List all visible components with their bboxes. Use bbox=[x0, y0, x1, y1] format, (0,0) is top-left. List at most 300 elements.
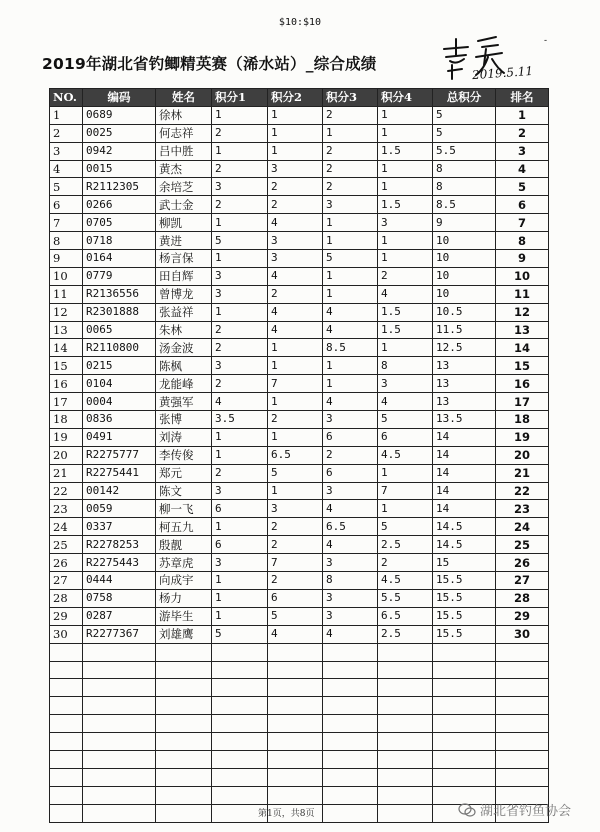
table-cell: 1 bbox=[378, 232, 433, 250]
table-cell: 1 bbox=[212, 589, 268, 607]
table-cell: 4 bbox=[212, 393, 268, 411]
table-cell: 8 bbox=[433, 178, 496, 196]
table-cell bbox=[83, 643, 156, 661]
wechat-icon bbox=[458, 803, 476, 817]
table-cell bbox=[496, 715, 549, 733]
table-cell: 8 bbox=[50, 232, 83, 250]
table-cell: 21 bbox=[496, 464, 549, 482]
table-cell: 吕中胜 bbox=[156, 142, 212, 160]
table-cell bbox=[268, 750, 323, 768]
table-cell: 6 bbox=[378, 428, 433, 446]
table-cell bbox=[496, 661, 549, 679]
table-cell: 8 bbox=[433, 160, 496, 178]
table-cell bbox=[378, 768, 433, 786]
table-cell: 3 bbox=[323, 196, 378, 214]
table-cell: 3 bbox=[212, 285, 268, 303]
table-cell: 25 bbox=[496, 536, 549, 554]
table-cell: 19 bbox=[50, 428, 83, 446]
table-cell: 10 bbox=[433, 285, 496, 303]
table-cell: 杨言保 bbox=[156, 250, 212, 268]
table-cell bbox=[323, 679, 378, 697]
table-cell: 15.5 bbox=[433, 625, 496, 643]
table-cell: 12.5 bbox=[433, 339, 496, 357]
table-cell bbox=[83, 750, 156, 768]
table-cell: 3 bbox=[323, 589, 378, 607]
table-row bbox=[50, 106, 549, 124]
table-cell: 1 bbox=[323, 267, 378, 285]
table-cell: 2 bbox=[323, 178, 378, 196]
table-cell: 7 bbox=[378, 482, 433, 500]
table-cell: 0836 bbox=[83, 411, 156, 429]
table-row bbox=[50, 411, 549, 429]
table-cell: 6 bbox=[50, 196, 83, 214]
table-cell: 0059 bbox=[83, 500, 156, 518]
table-cell: 张益祥 bbox=[156, 303, 212, 321]
page-title: 2019年湖北省钓鲫精英赛（浠水站）_综合成绩 bbox=[42, 55, 377, 73]
table-cell: 2 bbox=[323, 142, 378, 160]
table-cell bbox=[83, 804, 156, 822]
table-cell bbox=[268, 715, 323, 733]
table-cell: 10 bbox=[433, 232, 496, 250]
table-cell: 25 bbox=[50, 536, 83, 554]
empty-row bbox=[50, 768, 549, 786]
table-cell: 0718 bbox=[83, 232, 156, 250]
table-row bbox=[50, 482, 549, 500]
table-cell: 2 bbox=[268, 518, 323, 536]
column-header: NO. bbox=[50, 89, 83, 107]
table-row bbox=[50, 142, 549, 160]
table-cell: 1 bbox=[212, 106, 268, 124]
table-row bbox=[50, 250, 549, 268]
table-cell: 5 bbox=[496, 178, 549, 196]
table-cell: 1.5 bbox=[378, 196, 433, 214]
table-cell: 14 bbox=[433, 446, 496, 464]
table-cell: 13.5 bbox=[433, 411, 496, 429]
empty-row bbox=[50, 661, 549, 679]
table-cell: 1 bbox=[268, 142, 323, 160]
table-cell bbox=[156, 643, 212, 661]
table-cell: 3 bbox=[50, 142, 83, 160]
table-cell bbox=[378, 786, 433, 804]
table-cell: 5 bbox=[323, 250, 378, 268]
table-cell: 5 bbox=[268, 607, 323, 625]
table-cell: 14 bbox=[496, 339, 549, 357]
table-cell: 1 bbox=[212, 607, 268, 625]
empty-row bbox=[50, 643, 549, 661]
table-cell bbox=[212, 679, 268, 697]
table-cell: 5.5 bbox=[433, 142, 496, 160]
table-cell: 3 bbox=[268, 250, 323, 268]
table-cell: 2 bbox=[268, 178, 323, 196]
table-cell: R2136556 bbox=[83, 285, 156, 303]
table-cell: 2 bbox=[50, 124, 83, 142]
table-cell: 5 bbox=[212, 625, 268, 643]
table-cell: 6 bbox=[496, 196, 549, 214]
table-cell bbox=[378, 733, 433, 751]
table-cell: 2 bbox=[212, 375, 268, 393]
table-cell: 余培芝 bbox=[156, 178, 212, 196]
table-cell bbox=[378, 804, 433, 822]
table-cell bbox=[433, 643, 496, 661]
table-cell: 1 bbox=[323, 232, 378, 250]
table-cell: 1 bbox=[212, 572, 268, 590]
table-cell: 7 bbox=[496, 214, 549, 232]
table-cell bbox=[156, 768, 212, 786]
table-cell: 5 bbox=[50, 178, 83, 196]
table-row bbox=[50, 393, 549, 411]
table-cell: 0004 bbox=[83, 393, 156, 411]
table-cell: 6 bbox=[212, 500, 268, 518]
table-row bbox=[50, 357, 549, 375]
table-cell: 苏章虎 bbox=[156, 554, 212, 572]
table-cell: 17 bbox=[50, 393, 83, 411]
table-cell: 22 bbox=[496, 482, 549, 500]
table-cell: 11.5 bbox=[433, 321, 496, 339]
table-cell: 23 bbox=[496, 500, 549, 518]
table-cell: 15.5 bbox=[433, 589, 496, 607]
table-cell: 3 bbox=[212, 178, 268, 196]
column-header: 排名 bbox=[496, 89, 549, 107]
table-cell: 曾博龙 bbox=[156, 285, 212, 303]
table-cell: 8 bbox=[496, 232, 549, 250]
table-cell bbox=[433, 661, 496, 679]
table-cell bbox=[212, 697, 268, 715]
table-cell: 8.5 bbox=[433, 196, 496, 214]
table-cell: 武士金 bbox=[156, 196, 212, 214]
table-cell: 0758 bbox=[83, 589, 156, 607]
table-cell: 24 bbox=[496, 518, 549, 536]
table-cell bbox=[268, 679, 323, 697]
table-cell bbox=[50, 697, 83, 715]
table-cell: 1 bbox=[212, 142, 268, 160]
table-cell bbox=[156, 804, 212, 822]
table-cell: 30 bbox=[496, 625, 549, 643]
table-cell: 0065 bbox=[83, 321, 156, 339]
table-row bbox=[50, 607, 549, 625]
table-cell bbox=[496, 750, 549, 768]
table-cell: 13 bbox=[50, 321, 83, 339]
table-cell bbox=[323, 697, 378, 715]
table-row bbox=[50, 321, 549, 339]
table-cell: 2 bbox=[212, 196, 268, 214]
table-cell: 1 bbox=[212, 446, 268, 464]
table-cell: 8 bbox=[323, 572, 378, 590]
table-cell: 4 bbox=[268, 267, 323, 285]
table-cell bbox=[212, 786, 268, 804]
table-row bbox=[50, 464, 549, 482]
table-cell bbox=[496, 679, 549, 697]
table-cell: 0337 bbox=[83, 518, 156, 536]
table-row bbox=[50, 160, 549, 178]
table-cell bbox=[83, 679, 156, 697]
table-cell bbox=[378, 643, 433, 661]
table-cell bbox=[212, 733, 268, 751]
table-cell: 20 bbox=[496, 446, 549, 464]
table-cell: 14 bbox=[433, 464, 496, 482]
table-cell bbox=[156, 697, 212, 715]
table-cell: 4 bbox=[378, 285, 433, 303]
table-cell bbox=[212, 643, 268, 661]
table-cell: 15 bbox=[433, 554, 496, 572]
table-cell bbox=[323, 768, 378, 786]
table-cell: 4.5 bbox=[378, 572, 433, 590]
table-cell: 3 bbox=[323, 554, 378, 572]
table-cell: 1 bbox=[378, 500, 433, 518]
table-cell: 3 bbox=[323, 482, 378, 500]
table-cell bbox=[496, 733, 549, 751]
table-cell: 2 bbox=[212, 464, 268, 482]
table-cell: 10 bbox=[496, 267, 549, 285]
table-cell: 1 bbox=[268, 393, 323, 411]
table-cell: 7 bbox=[268, 554, 323, 572]
table-cell: 1 bbox=[378, 124, 433, 142]
table-cell: 郑元 bbox=[156, 464, 212, 482]
table-cell: 13 bbox=[433, 393, 496, 411]
table-cell bbox=[212, 768, 268, 786]
table-cell bbox=[378, 679, 433, 697]
table-cell: 1 bbox=[50, 106, 83, 124]
column-header: 积分1 bbox=[212, 89, 268, 107]
table-cell: 游毕生 bbox=[156, 607, 212, 625]
table-cell: 0015 bbox=[83, 160, 156, 178]
table-cell bbox=[433, 733, 496, 751]
table-cell bbox=[156, 733, 212, 751]
table-cell bbox=[323, 786, 378, 804]
table-cell: 23 bbox=[50, 500, 83, 518]
table-cell: 2 bbox=[268, 285, 323, 303]
table-row bbox=[50, 536, 549, 554]
table-cell: 5 bbox=[268, 464, 323, 482]
table-cell: 1 bbox=[212, 428, 268, 446]
table-row bbox=[50, 589, 549, 607]
table-cell: 2 bbox=[378, 267, 433, 285]
table-cell bbox=[433, 679, 496, 697]
table-cell: 20 bbox=[50, 446, 83, 464]
table-cell: 0444 bbox=[83, 572, 156, 590]
table-cell: 15 bbox=[496, 357, 549, 375]
table-cell: 4 bbox=[268, 625, 323, 643]
table-row bbox=[50, 285, 549, 303]
table-cell: 1 bbox=[268, 106, 323, 124]
table-cell: 2 bbox=[323, 446, 378, 464]
table-cell bbox=[212, 715, 268, 733]
table-cell: 1 bbox=[378, 160, 433, 178]
table-cell: 26 bbox=[50, 554, 83, 572]
table-cell: 1 bbox=[378, 106, 433, 124]
table-cell: 6 bbox=[268, 589, 323, 607]
table-cell: 0025 bbox=[83, 124, 156, 142]
table-cell bbox=[83, 786, 156, 804]
table-cell: 1 bbox=[323, 214, 378, 232]
table-cell bbox=[50, 661, 83, 679]
table-cell: 18 bbox=[496, 411, 549, 429]
table-cell: 15.5 bbox=[433, 607, 496, 625]
table-cell: 0164 bbox=[83, 250, 156, 268]
table-row bbox=[50, 572, 549, 590]
table-cell: 18 bbox=[50, 411, 83, 429]
table-cell: 1 bbox=[268, 357, 323, 375]
table-cell bbox=[433, 750, 496, 768]
table-cell: 杨力 bbox=[156, 589, 212, 607]
table-cell: 4 bbox=[268, 303, 323, 321]
table-cell: 2.5 bbox=[378, 536, 433, 554]
table-cell bbox=[83, 733, 156, 751]
table-cell: 2 bbox=[323, 106, 378, 124]
table-cell: 1 bbox=[323, 124, 378, 142]
watermark bbox=[458, 800, 571, 819]
table-cell bbox=[50, 643, 83, 661]
table-cell: 3 bbox=[268, 500, 323, 518]
table-cell: 2.5 bbox=[378, 625, 433, 643]
table-row bbox=[50, 214, 549, 232]
table-cell: 3 bbox=[212, 482, 268, 500]
table-cell: 26 bbox=[496, 554, 549, 572]
table-cell: 8.5 bbox=[323, 339, 378, 357]
table-cell: 14 bbox=[50, 339, 83, 357]
column-header: 积分3 bbox=[323, 89, 378, 107]
table-row bbox=[50, 428, 549, 446]
table-cell: 1 bbox=[323, 285, 378, 303]
table-cell: 1 bbox=[212, 303, 268, 321]
table-cell: 9 bbox=[496, 250, 549, 268]
table-cell bbox=[433, 697, 496, 715]
table-cell bbox=[378, 715, 433, 733]
table-cell: 黄杰 bbox=[156, 160, 212, 178]
table-cell: 陈文 bbox=[156, 482, 212, 500]
table-cell: 4 bbox=[268, 214, 323, 232]
table-cell: 6.5 bbox=[268, 446, 323, 464]
table-cell: 3 bbox=[323, 607, 378, 625]
table-row bbox=[50, 303, 549, 321]
table-cell: 2 bbox=[378, 554, 433, 572]
table-cell: 2 bbox=[268, 196, 323, 214]
table-cell: 2 bbox=[268, 536, 323, 554]
table-cell: 7 bbox=[50, 214, 83, 232]
table-cell: 3 bbox=[212, 554, 268, 572]
table-cell: 6 bbox=[323, 464, 378, 482]
table-cell bbox=[212, 661, 268, 679]
table-cell: 0705 bbox=[83, 214, 156, 232]
table-cell: 徐林 bbox=[156, 106, 212, 124]
table-cell: 21 bbox=[50, 464, 83, 482]
table-cell: 27 bbox=[496, 572, 549, 590]
table-cell: 11 bbox=[496, 285, 549, 303]
column-header: 姓名 bbox=[156, 89, 212, 107]
table-cell bbox=[83, 697, 156, 715]
table-cell bbox=[268, 733, 323, 751]
table-cell: 0287 bbox=[83, 607, 156, 625]
corner-mark: - bbox=[544, 36, 548, 46]
table-cell: 1 bbox=[378, 250, 433, 268]
table-cell: 1.5 bbox=[378, 303, 433, 321]
signature-date: 2019.5.11 bbox=[471, 63, 534, 83]
table-cell bbox=[50, 679, 83, 697]
table-cell: 柯五九 bbox=[156, 518, 212, 536]
table-cell: 4 bbox=[268, 321, 323, 339]
table-cell: 5 bbox=[212, 232, 268, 250]
results-table bbox=[49, 88, 549, 823]
table-cell: 14 bbox=[433, 428, 496, 446]
table-cell: 刘雄鹰 bbox=[156, 625, 212, 643]
table-cell: 00142 bbox=[83, 482, 156, 500]
table-cell: 陈枫 bbox=[156, 357, 212, 375]
table-cell: 22 bbox=[50, 482, 83, 500]
table-cell bbox=[496, 697, 549, 715]
table-cell: 17 bbox=[496, 393, 549, 411]
table-cell: 1 bbox=[496, 106, 549, 124]
table-cell bbox=[156, 750, 212, 768]
table-row bbox=[50, 375, 549, 393]
table-cell: R2301888 bbox=[83, 303, 156, 321]
table-cell: 15.5 bbox=[433, 572, 496, 590]
table-cell: 5 bbox=[378, 411, 433, 429]
table-cell bbox=[50, 768, 83, 786]
column-header: 编码 bbox=[83, 89, 156, 107]
table-cell bbox=[83, 768, 156, 786]
table-cell bbox=[323, 733, 378, 751]
table-cell: 10 bbox=[433, 250, 496, 268]
table-cell: 28 bbox=[50, 589, 83, 607]
table-cell: 4 bbox=[323, 536, 378, 554]
table-cell: R2277367 bbox=[83, 625, 156, 643]
table-row bbox=[50, 196, 549, 214]
table-cell: 2 bbox=[268, 411, 323, 429]
table-cell: 1 bbox=[268, 124, 323, 142]
table-cell: 汤金波 bbox=[156, 339, 212, 357]
empty-row bbox=[50, 715, 549, 733]
table-cell: 1 bbox=[378, 464, 433, 482]
table-cell: R2275443 bbox=[83, 554, 156, 572]
table-cell: 刘涛 bbox=[156, 428, 212, 446]
page-footer: 第1页，共8页 bbox=[258, 809, 315, 819]
table-cell: 29 bbox=[496, 607, 549, 625]
table-cell: 0689 bbox=[83, 106, 156, 124]
table-cell bbox=[212, 750, 268, 768]
table-cell bbox=[268, 768, 323, 786]
watermark-text: 湖北省钓鱼协会 bbox=[480, 804, 572, 819]
table-cell: 13 bbox=[496, 321, 549, 339]
table-cell: 2 bbox=[212, 160, 268, 178]
table-cell bbox=[156, 679, 212, 697]
table-cell: 24 bbox=[50, 518, 83, 536]
table-cell bbox=[496, 643, 549, 661]
table-cell: 4 bbox=[323, 393, 378, 411]
table-cell: 6 bbox=[212, 536, 268, 554]
table-cell: 2 bbox=[212, 339, 268, 357]
table-cell: 3 bbox=[212, 267, 268, 285]
table-cell: 0779 bbox=[83, 267, 156, 285]
table-cell: R2278253 bbox=[83, 536, 156, 554]
table-cell: 19 bbox=[496, 428, 549, 446]
table-cell: 2 bbox=[268, 572, 323, 590]
table-cell: 4 bbox=[50, 160, 83, 178]
table-cell: 3 bbox=[212, 357, 268, 375]
table-cell bbox=[268, 786, 323, 804]
column-header: 总积分 bbox=[433, 89, 496, 107]
table-cell: 12 bbox=[50, 303, 83, 321]
table-cell: 5 bbox=[378, 518, 433, 536]
table-row bbox=[50, 554, 549, 572]
table-cell: 3 bbox=[496, 142, 549, 160]
table-cell: 28 bbox=[496, 589, 549, 607]
table-cell bbox=[268, 661, 323, 679]
table-cell: 12 bbox=[496, 303, 549, 321]
table-cell bbox=[323, 715, 378, 733]
table-cell: R2112305 bbox=[83, 178, 156, 196]
table-cell: R2275777 bbox=[83, 446, 156, 464]
table-cell: 16 bbox=[496, 375, 549, 393]
table-cell: 14 bbox=[433, 482, 496, 500]
